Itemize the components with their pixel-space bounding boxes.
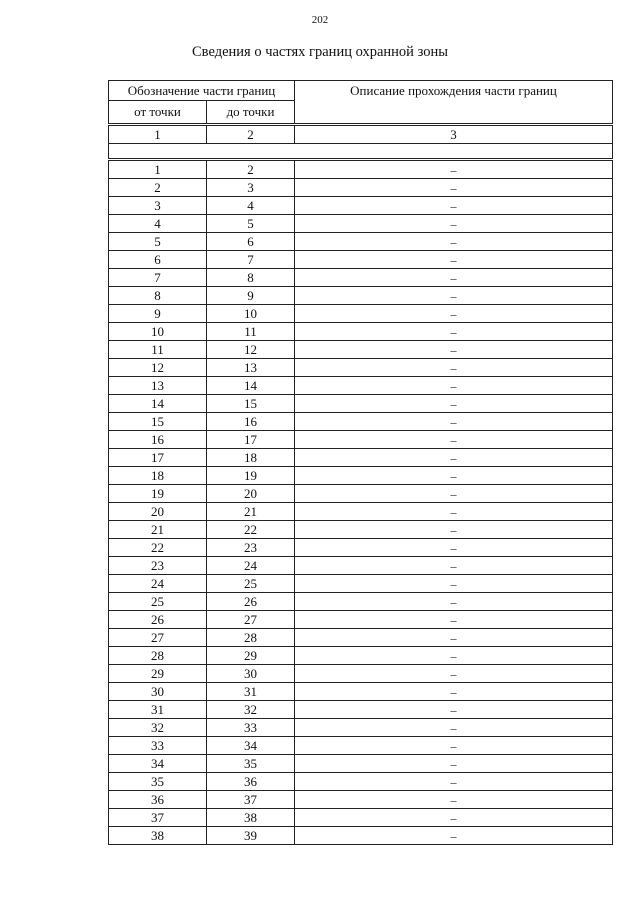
page-number: 202 — [311, 14, 329, 26]
column-number: 1 — [109, 126, 207, 144]
table-row — [109, 485, 613, 503]
cell-desc: – — [295, 395, 613, 413]
table-row — [109, 251, 613, 269]
cell-desc: – — [295, 233, 613, 251]
cell-from: 26 — [109, 611, 207, 629]
cell-from: 28 — [109, 647, 207, 665]
cell-to: 39 — [207, 827, 295, 845]
cell-desc: – — [295, 809, 613, 827]
cell-from: 24 — [109, 575, 207, 593]
cell-from: 36 — [109, 791, 207, 809]
table-row — [109, 791, 613, 809]
table-row — [109, 755, 613, 773]
cell-desc: – — [295, 323, 613, 341]
cell-from: 21 — [109, 521, 207, 539]
cell-to: 2 — [207, 161, 295, 179]
cell-from: 3 — [109, 197, 207, 215]
cell-from: 16 — [109, 431, 207, 449]
cell-from: 27 — [109, 629, 207, 647]
table-row — [109, 413, 613, 431]
cell-to: 35 — [207, 755, 295, 773]
cell-to: 34 — [207, 737, 295, 755]
table-row — [109, 683, 613, 701]
cell-desc: – — [295, 791, 613, 809]
header-to-point: до точки — [207, 101, 295, 124]
cell-desc: – — [295, 575, 613, 593]
cell-to: 33 — [207, 719, 295, 737]
page-title: Сведения о частях границ охранной зоны — [192, 44, 448, 60]
boundary-parts-table — [108, 80, 613, 845]
cell-to: 19 — [207, 467, 295, 485]
cell-from: 22 — [109, 539, 207, 557]
cell-to: 27 — [207, 611, 295, 629]
cell-from: 34 — [109, 755, 207, 773]
cell-from: 8 — [109, 287, 207, 305]
cell-to: 4 — [207, 197, 295, 215]
cell-to: 25 — [207, 575, 295, 593]
cell-desc: – — [295, 467, 613, 485]
cell-from: 5 — [109, 233, 207, 251]
cell-desc: – — [295, 197, 613, 215]
cell-to: 5 — [207, 215, 295, 233]
cell-desc: – — [295, 593, 613, 611]
cell-desc: – — [295, 539, 613, 557]
cell-from: 11 — [109, 341, 207, 359]
cell-to: 31 — [207, 683, 295, 701]
table-row — [109, 611, 613, 629]
cell-from: 1 — [109, 161, 207, 179]
cell-desc: – — [295, 611, 613, 629]
column-number-row — [109, 126, 613, 144]
table-row — [109, 827, 613, 845]
table-row — [109, 647, 613, 665]
cell-from: 10 — [109, 323, 207, 341]
cell-from: 2 — [109, 179, 207, 197]
cell-desc: – — [295, 701, 613, 719]
table-row — [109, 377, 613, 395]
cell-from: 9 — [109, 305, 207, 323]
cell-from: 14 — [109, 395, 207, 413]
cell-to: 18 — [207, 449, 295, 467]
table-row — [109, 467, 613, 485]
table-row — [109, 197, 613, 215]
cell-desc: – — [295, 755, 613, 773]
cell-to: 10 — [207, 305, 295, 323]
cell-to: 7 — [207, 251, 295, 269]
cell-from: 19 — [109, 485, 207, 503]
table-row — [109, 503, 613, 521]
table-row — [109, 521, 613, 539]
cell-desc: – — [295, 503, 613, 521]
cell-desc: – — [295, 665, 613, 683]
table-row — [109, 575, 613, 593]
cell-from: 29 — [109, 665, 207, 683]
cell-desc: – — [295, 305, 613, 323]
cell-to: 21 — [207, 503, 295, 521]
cell-desc: – — [295, 161, 613, 179]
table-row — [109, 323, 613, 341]
cell-desc: – — [295, 287, 613, 305]
cell-desc: – — [295, 251, 613, 269]
cell-desc: – — [295, 683, 613, 701]
cell-to: 32 — [207, 701, 295, 719]
table-row — [109, 665, 613, 683]
cell-from: 7 — [109, 269, 207, 287]
cell-to: 38 — [207, 809, 295, 827]
cell-desc: – — [295, 269, 613, 287]
cell-to: 13 — [207, 359, 295, 377]
cell-to: 17 — [207, 431, 295, 449]
cell-from: 20 — [109, 503, 207, 521]
cell-desc: – — [295, 629, 613, 647]
cell-to: 36 — [207, 773, 295, 791]
cell-from: 37 — [109, 809, 207, 827]
cell-from: 12 — [109, 359, 207, 377]
cell-desc: – — [295, 647, 613, 665]
cell-to: 20 — [207, 485, 295, 503]
cell-desc: – — [295, 449, 613, 467]
cell-desc: – — [295, 341, 613, 359]
table-row — [109, 287, 613, 305]
table-row — [109, 737, 613, 755]
column-number: 3 — [295, 126, 613, 144]
cell-from: 35 — [109, 773, 207, 791]
cell-from: 32 — [109, 719, 207, 737]
table-row — [109, 161, 613, 179]
table-row — [109, 629, 613, 647]
cell-desc: – — [295, 377, 613, 395]
table-row — [109, 395, 613, 413]
table-row — [109, 341, 613, 359]
cell-to: 30 — [207, 665, 295, 683]
cell-to: 3 — [207, 179, 295, 197]
cell-from: 15 — [109, 413, 207, 431]
cell-desc: – — [295, 431, 613, 449]
cell-to: 9 — [207, 287, 295, 305]
table-row — [109, 305, 613, 323]
cell-to: 24 — [207, 557, 295, 575]
cell-from: 18 — [109, 467, 207, 485]
table-row — [109, 557, 613, 575]
table-row — [109, 233, 613, 251]
cell-desc: – — [295, 179, 613, 197]
header-boundary-designation: Обозначение части границ — [109, 81, 295, 101]
table-row — [109, 215, 613, 233]
table-row — [109, 809, 613, 827]
cell-to: 26 — [207, 593, 295, 611]
table-row — [109, 701, 613, 719]
table-row — [109, 719, 613, 737]
table-row — [109, 359, 613, 377]
cell-to: 23 — [207, 539, 295, 557]
header-from-point: от точки — [109, 101, 207, 124]
cell-from: 30 — [109, 683, 207, 701]
cell-to: 37 — [207, 791, 295, 809]
cell-to: 11 — [207, 323, 295, 341]
cell-desc: – — [295, 485, 613, 503]
cell-to: 8 — [207, 269, 295, 287]
cell-to: 14 — [207, 377, 295, 395]
cell-to: 29 — [207, 647, 295, 665]
table-row — [109, 269, 613, 287]
cell-from: 38 — [109, 827, 207, 845]
cell-from: 6 — [109, 251, 207, 269]
table-row — [109, 179, 613, 197]
cell-to: 6 — [207, 233, 295, 251]
cell-from: 17 — [109, 449, 207, 467]
cell-desc: – — [295, 719, 613, 737]
cell-desc: – — [295, 737, 613, 755]
column-number: 2 — [207, 126, 295, 144]
table-header — [109, 81, 613, 124]
cell-to: 15 — [207, 395, 295, 413]
cell-to: 22 — [207, 521, 295, 539]
cell-desc: – — [295, 359, 613, 377]
cell-from: 31 — [109, 701, 207, 719]
cell-to: 12 — [207, 341, 295, 359]
cell-from: 13 — [109, 377, 207, 395]
header-description: Описание прохождения части границ — [295, 81, 613, 124]
cell-to: 28 — [207, 629, 295, 647]
cell-from: 4 — [109, 215, 207, 233]
cell-desc: – — [295, 827, 613, 845]
cell-desc: – — [295, 215, 613, 233]
table-row — [109, 431, 613, 449]
cell-desc: – — [295, 773, 613, 791]
table-row — [109, 449, 613, 467]
cell-desc: – — [295, 521, 613, 539]
cell-from: 25 — [109, 593, 207, 611]
table-row — [109, 593, 613, 611]
table-body — [109, 124, 613, 845]
table-row — [109, 773, 613, 791]
cell-from: 33 — [109, 737, 207, 755]
empty-row — [109, 144, 613, 159]
cell-desc: – — [295, 413, 613, 431]
cell-from: 23 — [109, 557, 207, 575]
cell-to: 16 — [207, 413, 295, 431]
table-row — [109, 539, 613, 557]
cell-desc: – — [295, 557, 613, 575]
